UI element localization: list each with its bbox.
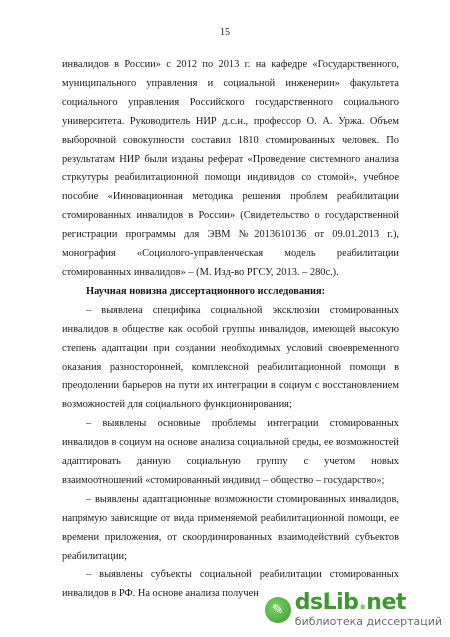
watermark-brand: dsLib.net bbox=[294, 590, 406, 615]
section-heading-novelty: Научная новизна диссертационного исследования: bbox=[86, 285, 326, 297]
page-number: 15 bbox=[220, 27, 230, 38]
document-body bbox=[62, 56, 399, 604]
list-item: – выявлены адаптационные возможности стомированных инвалидов, напрямую зависящие от вида применяемой реабилитационной помощи, ее времени приложения, от скоординированных взаимодействий субъектов реабилитации; bbox=[62, 493, 399, 562]
list-item: – выявлены основные проблемы интеграции стомированных инвалидов в социум на основе анализа социальной среды, ее возможностей адаптировать данную социальную группу с учетом новых взаимоотношений «стомированный индивид – общество – государство»; bbox=[62, 418, 399, 486]
list-item: – выявлены субъекты социальной реабилитации стомированных инвалидов в РФ. На основе анализа получен bbox=[62, 569, 399, 600]
book-leaf-icon: ✎ bbox=[265, 597, 291, 623]
list-item: – выявлена специфика социальной эксклюзии стомированных инвалидов в обществе как особой группы инвалидов, имеющей высокую степень адаптации при создании необходимых условий своевременного оказания разносторонней, комплексной реабилитационной помощи в преодолении барьеров на пути их интеграции в социум с восстановлением возможностей для социального функционирования; bbox=[62, 304, 399, 411]
dslib-watermark bbox=[265, 592, 442, 627]
watermark-subtitle: библиотека диссертаций bbox=[294, 615, 442, 628]
watermark-text bbox=[295, 592, 442, 627]
paragraph-intro: инвалидов в России» с 2012 по 2013 г. на кафедре «Государственного, муниципального управления и социальной инженерии» факультета социального управления Российского государственного социального университета. Руководитель НИР д.с.н., профессор О. А. Уржа. Объем выборочной совокупности составил 1810 стомированных человек. По результатам НИР были изданы реферат «Проведение системного анализа стркутуры реабилитационной помощи индивидов со стомой», учебное пособие «Инновационная методика решения проблем реабилитации стомированных инвалидов в России» (Свидетельство о государственной регистрации программы для ЭВМ №2013610136 от 09.01.2013 г.), монография «Социолого-управленческая модель реабилитации стомированных инвалидов» – (М. Изд-во РГСУ, 2013. – 280с.). bbox=[62, 59, 399, 278]
